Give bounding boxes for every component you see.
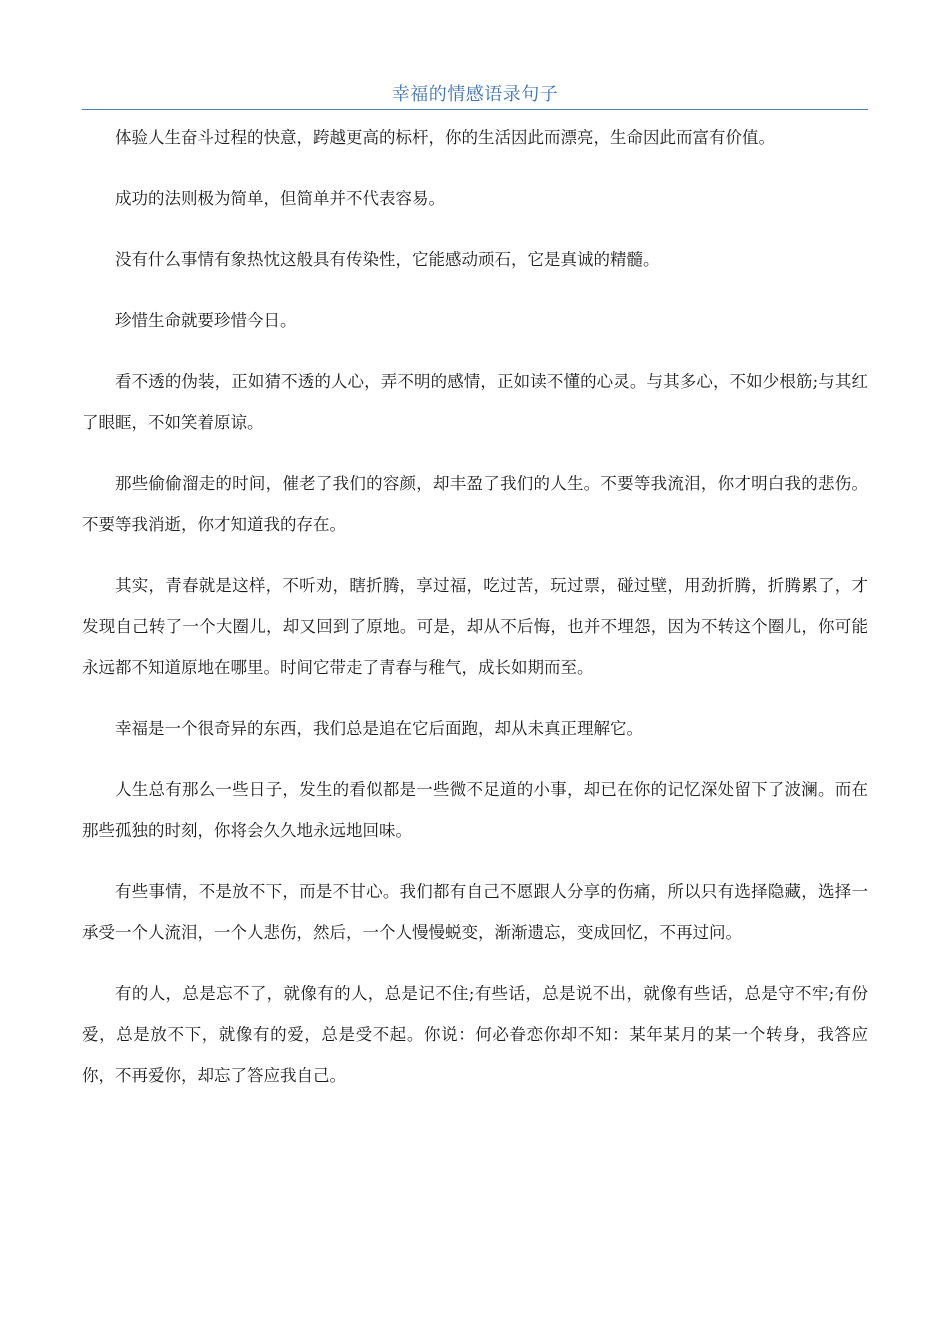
- page-title: 幸福的情感语录句子: [391, 84, 559, 105]
- paragraph-8: 幸福是一个很奇异的东西，我们总是追在它后面跑，却从未真正理解它。: [115, 719, 643, 738]
- paragraph-5: 看不透的伪装，正如猜不透的人心，弄不明的感情，正如读不懂的心灵。与其多心，不如少根筋;与其红了眼眶，不如笑着原谅。: [82, 372, 868, 432]
- paragraph-7: 其实，青春就是这样，不听劝，瞎折腾，享过福，吃过苦，玩过票，碰过壁，用劲折腾，折腾累了，才发现自己转了一个大圈儿，却又回到了原地。可是，却从不后悔，也并不埋怨，因为不转这个圈儿，你可能永远都不知道原地在哪里。时间它带走了青春与稚气，成长如期而至。: [82, 576, 868, 677]
- paragraph-2: 成功的法则极为简单，但简单并不代表容易。: [115, 189, 445, 208]
- paragraph-4: 珍惜生命就要珍惜今日。: [115, 311, 297, 330]
- paragraph-3: 没有什么事情有象热忱这般具有传染性，它能感动顽石，它是真诚的精髓。: [115, 250, 660, 269]
- page-header: [82, 80, 868, 110]
- paragraph-6: 那些偷偷溜走的时间，催老了我们的容颜，却丰盈了我们的人生。不要等我流泪，你才明白我的悲伤。不要等我消逝，你才知道我的存在。: [82, 474, 868, 534]
- paragraph-11: 有的人，总是忘不了，就像有的人，总是记不住;有些话，总是说不出，就像有些话，总是守不牢;有份爱，总是放不下，就像有的爱，总是受不起。你说：何必眷恋你却不知：某年某月的某一个转身，我答应你，不再爱你，却忘了答应我自己。: [82, 984, 868, 1085]
- document-body: [82, 117, 868, 1116]
- paragraph-9: 人生总有那么一些日子，发生的看似都是一些微不足道的小事，却已在你的记忆深处留下了波澜。而在那些孤独的时刻，你将会久久地永远地回味。: [82, 780, 868, 840]
- paragraph-10: 有些事情，不是放不下，而是不甘心。我们都有自己不愿跟人分享的伤痛，所以只有选择隐藏，选择一承受一个人流泪，一个人悲伤，然后，一个人慢慢蜕变，渐渐遗忘，变成回忆，不再过问。: [82, 882, 868, 942]
- paragraph-1: 体验人生奋斗过程的快意，跨越更高的标杆，你的生活因此而漂亮，生命因此而富有价值。: [115, 128, 775, 147]
